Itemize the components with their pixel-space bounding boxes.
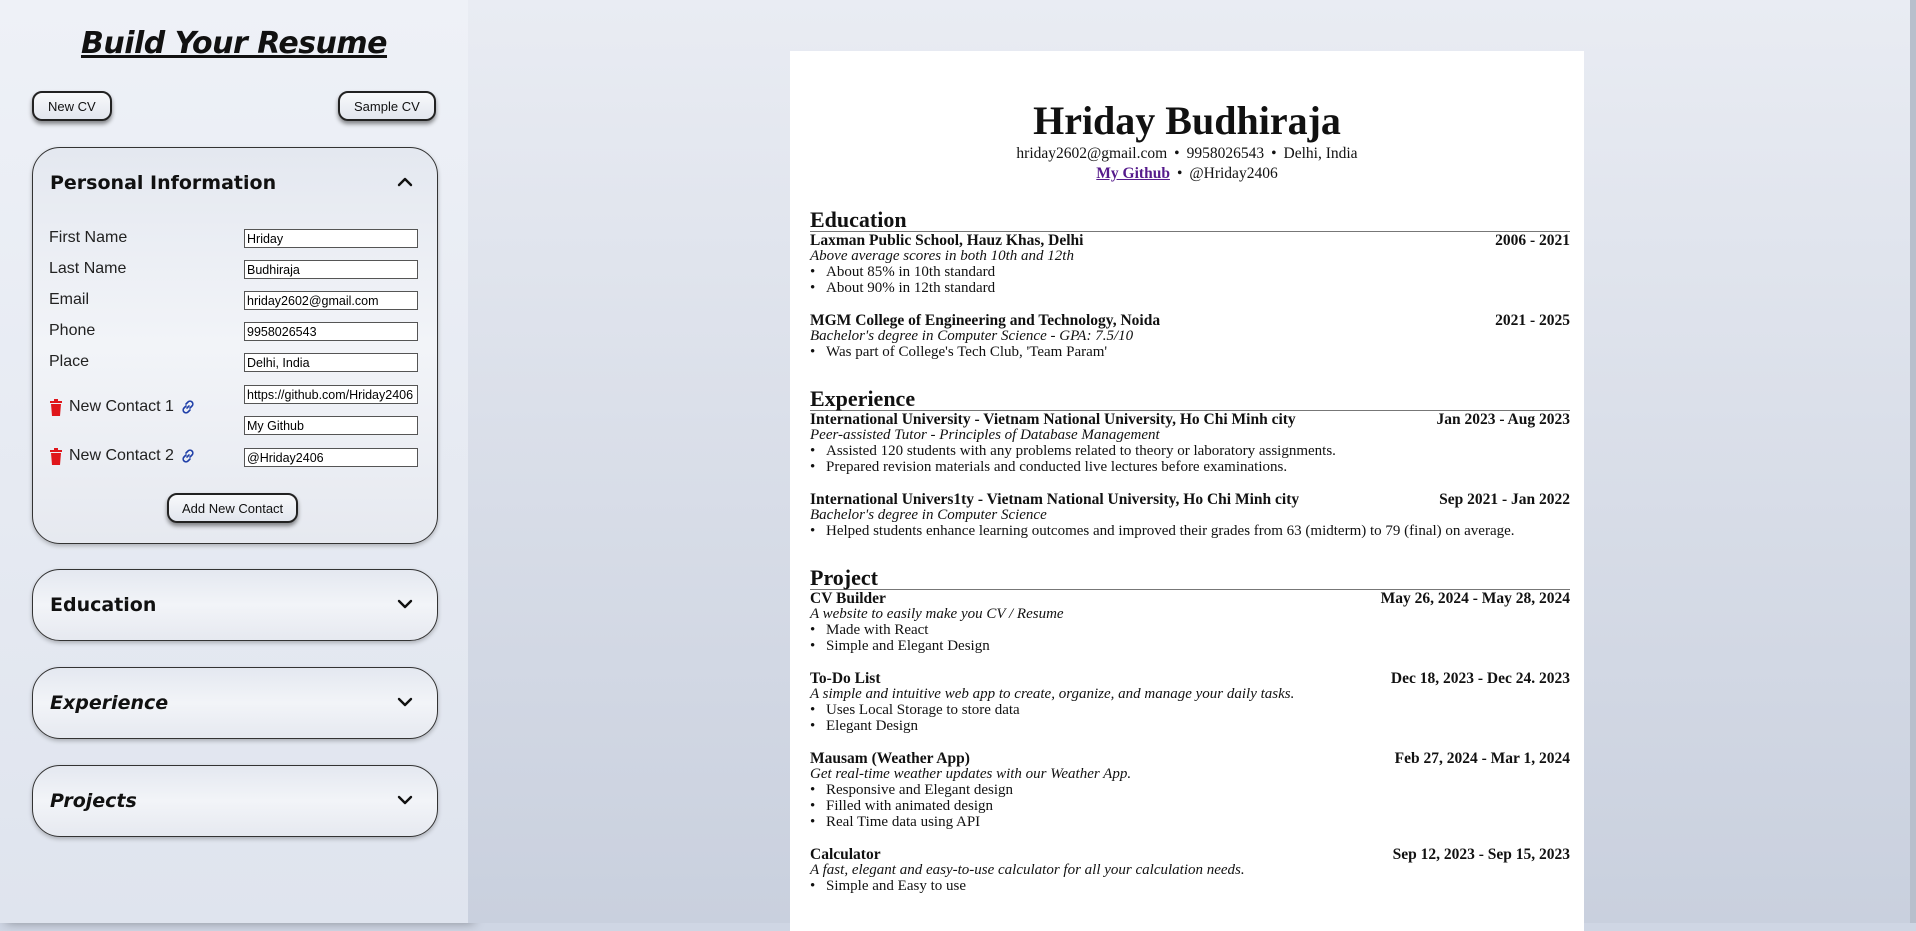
proj-entry-name: CV Builder xyxy=(810,590,886,607)
exp-bullet: • Helped students enhance learning outcomes and improved their grades from 63 (midterm) to 79 (final) on average. xyxy=(810,523,1515,540)
contact-1-text-input[interactable] xyxy=(244,416,418,435)
resume-page xyxy=(790,51,1584,931)
chevron-down-icon[interactable] xyxy=(395,594,415,614)
scrollbar[interactable] xyxy=(1910,0,1916,923)
resume-name: Hriday Budhiraja xyxy=(1033,98,1341,143)
contact-2-label: New Contact 2 xyxy=(69,447,174,464)
proj-entry-sub: A fast, elegant and easy-to-use calculator for all your calculation needs. xyxy=(810,862,1245,878)
personal-information-panel xyxy=(32,147,438,544)
edu-bullet: • Was part of College's Tech Club, 'Team Param' xyxy=(810,344,1107,361)
proj-entry-name: To-Do List xyxy=(810,670,881,687)
proj-entry-sub: A website to easily make you CV / Resume xyxy=(810,606,1064,622)
proj-entry-name: Mausam (Weather App) xyxy=(810,750,970,767)
proj-bullet: • Made with React xyxy=(810,622,928,639)
resume-contact-line xyxy=(790,145,1584,163)
resume-github-link[interactable]: My Github xyxy=(1096,165,1170,182)
exp-entry-dates: Sep 2021 - Jan 2022 xyxy=(1439,491,1570,508)
proj-entry-dates: Sep 12, 2023 - Sep 15, 2023 xyxy=(1392,846,1570,863)
phone-label: Phone xyxy=(49,322,96,339)
proj-bullet: • Filled with animated design xyxy=(810,798,993,815)
proj-bullet: • Simple and Easy to use xyxy=(810,878,966,895)
separator-dot: • xyxy=(1271,145,1277,162)
separator-dot: • xyxy=(1174,145,1180,162)
exp-entry-org: International University - Vietnam National University, Ho Chi Minh city xyxy=(810,411,1296,428)
experience-title[interactable]: Experience xyxy=(50,692,169,714)
edu-entry-sub: Above average scores in both 10th and 12th xyxy=(810,248,1074,264)
proj-bullet: • Responsive and Elegant design xyxy=(810,782,1013,799)
education-panel[interactable] xyxy=(32,569,438,641)
edu-entry-school: Laxman Public School, Hauz Khas, Delhi xyxy=(810,232,1084,249)
resume-links-line xyxy=(790,165,1584,183)
proj-bullet: • Elegant Design xyxy=(810,718,918,735)
app-title: Build Your Resume xyxy=(80,26,388,61)
contact-2-input[interactable] xyxy=(244,448,418,467)
proj-entry-dates: May 26, 2024 - May 28, 2024 xyxy=(1380,590,1570,607)
proj-entry-sub: A simple and intuitive web app to create, organize, and manage your daily tasks. xyxy=(810,686,1295,702)
chevron-up-icon[interactable] xyxy=(395,172,415,192)
edu-entry-school: MGM College of Engineering and Technology, Noida xyxy=(810,312,1161,329)
edu-bullet: • About 90% in 12th standard xyxy=(810,280,995,297)
proj-bullet: • Uses Local Storage to store data xyxy=(810,702,1020,719)
chevron-down-icon[interactable] xyxy=(395,790,415,810)
contact-2-row xyxy=(49,447,196,465)
sidebar xyxy=(0,0,468,923)
resume-preview-area xyxy=(468,0,1916,923)
exp-entry-org: International Univers1ty - Vietnam National University, Ho Chi Minh city xyxy=(810,491,1300,508)
education-title[interactable]: Education xyxy=(50,594,157,616)
first-name-label: First Name xyxy=(49,229,128,246)
projects-panel[interactable] xyxy=(32,765,438,837)
first-name-input[interactable] xyxy=(244,229,418,248)
resume-email: hriday2602@gmail.com xyxy=(1016,145,1168,162)
email-label: Email xyxy=(49,291,90,308)
resume-handle: @Hriday2406 xyxy=(1189,165,1278,182)
resume-experience-heading: Experience xyxy=(810,388,1570,411)
separator-dot: • xyxy=(1176,165,1183,182)
edu-bullet: • About 85% in 10th standard xyxy=(810,264,995,281)
resume-phone: 9958026543 xyxy=(1186,145,1265,162)
experience-panel[interactable] xyxy=(32,667,438,739)
exp-bullet: • Prepared revision materials and conducted live lectures before examinations. xyxy=(810,459,1287,476)
proj-entry-name: Calculator xyxy=(810,846,881,863)
last-name-label: Last Name xyxy=(49,260,127,277)
trash-icon[interactable] xyxy=(49,448,63,465)
resume-education-heading: Education xyxy=(810,209,1570,232)
edu-entry-sub: Bachelor's degree in Computer Science - GPA: 7.5/10 xyxy=(810,328,1134,344)
edu-entry-dates: 2021 - 2025 xyxy=(1495,312,1570,329)
contact-1-row xyxy=(49,398,196,416)
trash-icon[interactable] xyxy=(49,399,63,416)
link-icon[interactable] xyxy=(180,399,196,415)
exp-entry-sub: Bachelor's degree in Computer Science xyxy=(810,507,1047,523)
personal-information-title[interactable]: Personal Information xyxy=(50,172,277,194)
place-input[interactable] xyxy=(244,353,418,372)
proj-bullet: • Real Time data using API xyxy=(810,814,980,831)
email-input[interactable] xyxy=(244,291,418,310)
exp-bullet: • Assisted 120 students with any problems related to theory or laboratory assignments. xyxy=(810,443,1336,460)
resume-place: Delhi, India xyxy=(1283,145,1358,162)
place-label: Place xyxy=(49,353,90,370)
proj-bullet: • Simple and Elegant Design xyxy=(810,638,990,655)
add-new-contact-button[interactable]: Add New Contact xyxy=(167,493,298,523)
contact-1-label: New Contact 1 xyxy=(69,398,174,415)
chevron-down-icon[interactable] xyxy=(395,692,415,712)
proj-entry-dates: Feb 27, 2024 - Mar 1, 2024 xyxy=(1394,750,1570,767)
link-icon[interactable] xyxy=(180,448,196,464)
proj-entry-sub: Get real-time weather updates with our Weather App. xyxy=(810,766,1132,782)
projects-title[interactable]: Projects xyxy=(50,790,137,812)
resume-project-heading: Project xyxy=(810,567,1570,590)
sample-cv-button[interactable]: Sample CV xyxy=(338,91,436,121)
contact-1-url-input[interactable] xyxy=(244,385,418,404)
phone-input[interactable] xyxy=(244,322,418,341)
exp-entry-sub: Peer-assisted Tutor - Principles of Database Management xyxy=(810,427,1160,443)
new-cv-button[interactable]: New CV xyxy=(32,91,112,121)
edu-entry-dates: 2006 - 2021 xyxy=(1495,232,1570,249)
last-name-input[interactable] xyxy=(244,260,418,279)
proj-entry-dates: Dec 18, 2023 - Dec 24. 2023 xyxy=(1390,670,1570,687)
exp-entry-dates: Jan 2023 - Aug 2023 xyxy=(1436,411,1570,428)
